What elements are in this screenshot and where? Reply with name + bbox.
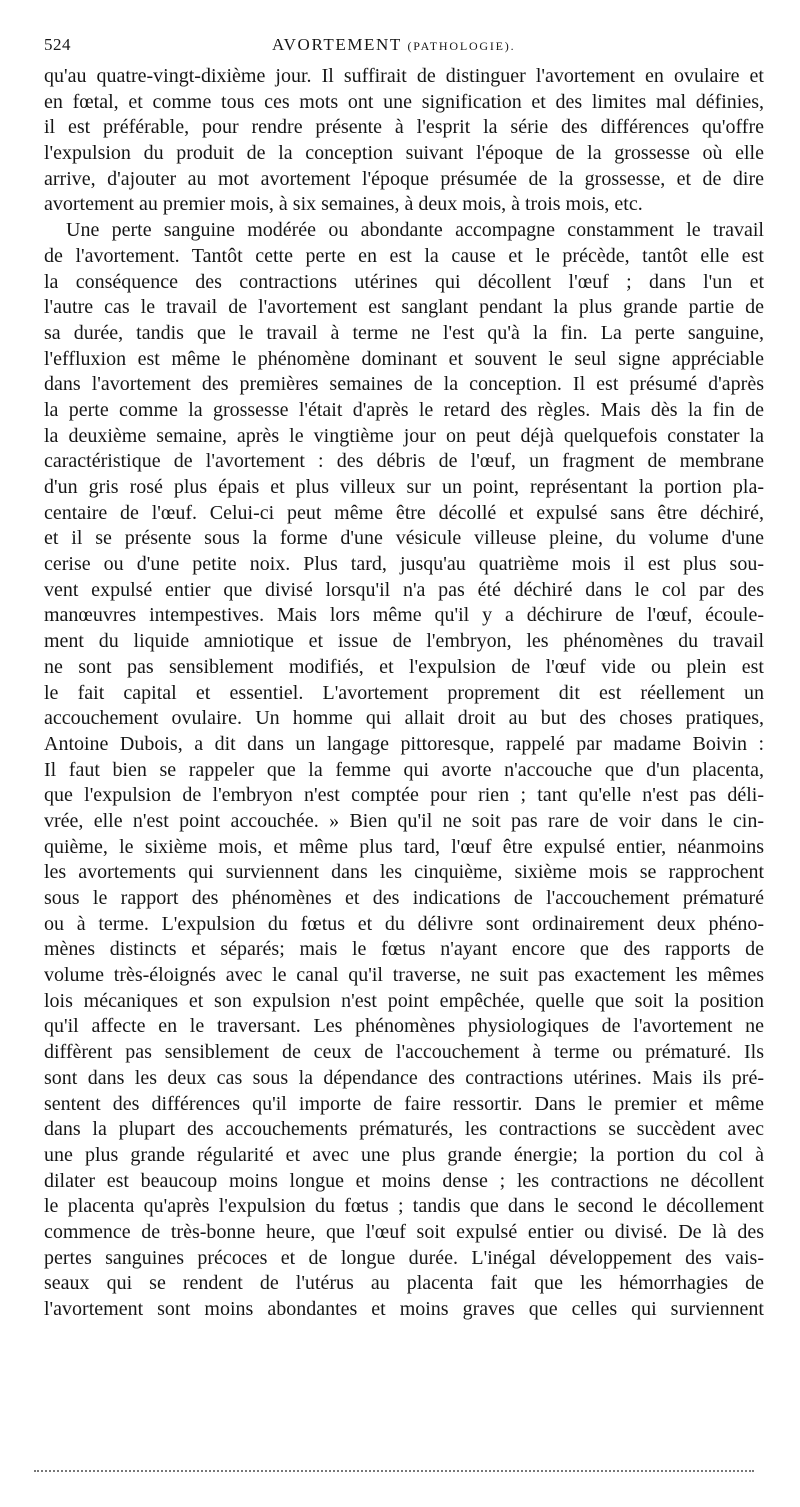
text-line: avortement au premier mois, à six semaines, à deux mois, à trois mois, etc.: [44, 193, 643, 216]
text-line: commence de très-bonne heure, que l'œuf soit expulsé entier ou divisé. De là des: [44, 1220, 764, 1243]
text-line: diffèrent pas sensiblement de ceux de l'accouchement à terme ou prématuré. Ils: [44, 1041, 764, 1064]
text-line: Une perte sanguine modérée ou abondante accompagne constamment le travail: [66, 219, 764, 242]
text-line: d'un gris rosé plus épais et plus villeux sur un point, représentant la portion pla-: [44, 476, 764, 498]
text-line: dans la plupart des accouchements prématurés, les contractions se succèdent avec: [44, 1118, 764, 1141]
text-line: l'avortement sont moins abondantes et moins graves que celles qui surviennent: [44, 1298, 764, 1320]
text-line: en fœtal, et comme tous ces mots ont une signification et des limites mal définies,: [44, 90, 764, 113]
text-line: vrée, elle n'est point accouchée. » Bien qu'il ne soit pas rare de voir dans le cin-: [44, 809, 764, 832]
text-line: que l'expulsion de l'embryon n'est comptée pour rien ; tant qu'elle n'est pas déli-: [44, 784, 764, 807]
text-line: quième, le sixième mois, et même plus tard, l'œuf être expulsé entier, néanmoins: [44, 835, 764, 858]
text-line: les avortements qui surviennent dans les cinquième, sixième mois se rapprochent: [44, 861, 764, 884]
page-number: 524: [44, 35, 71, 54]
text-line: dans l'avortement des premières semaines de la conception. Il est présumé d'après: [44, 373, 764, 396]
text-line: l'autre cas le travail de l'avortement est sanglant pendant la plus grande partie de: [44, 296, 764, 319]
text-line: il est préférable, pour rendre présente à l'esprit la série des différences qu'offre: [44, 116, 764, 139]
text-line: ment du liquide amniotique et issue de l'embryon, les phénomènes du travail: [44, 630, 764, 653]
text-line: lois mécaniques et son expulsion n'est point empêchée, quelle que soit la position: [44, 989, 764, 1012]
text-line: centaire de l'œuf. Celui-ci peut même être décollé et expulsé sans être déchiré,: [44, 501, 764, 524]
text-line: sont dans les deux cas sous la dépendance des contractions utérines. Mais ils pré-: [44, 1066, 764, 1089]
text-line: le placenta qu'après l'expulsion du fœtus ; tandis que dans le second le décollement: [44, 1195, 764, 1218]
text-line: accouchement ovulaire. Un homme qui allait droit au but des choses pratiques,: [44, 707, 764, 730]
text-line: une plus grande régularité et avec une plus grande énergie; la portion du col à: [44, 1143, 764, 1166]
text-line: la perte comme la grossesse l'était d'après le retard des règles. Mais dès la fin de: [44, 398, 764, 421]
text-line: qu'au quatre-vingt-dixième jour. Il suffirait de distinguer l'avortement en ovulaire et: [44, 65, 764, 87]
running-title: [272, 30, 515, 61]
text-line: ne sont pas sensiblement modifiés, et l'expulsion de l'œuf vide ou plein est: [44, 655, 764, 678]
text-line: sous le rapport des phénomènes et des indications de l'accouchement prématuré: [44, 887, 764, 909]
text-line: Antoine Dubois, a dit dans un langage pittoresque, rappelé par madame Boivin :: [44, 732, 764, 755]
text-line: sentent des différences qu'il importe de faire ressortir. Dans le premier et même: [44, 1092, 764, 1115]
text-line: mènes distincts et séparés; mais le fœtus n'ayant encore que des rapports de: [44, 938, 764, 961]
text-line: volume très-éloignés avec le canal qu'il traverse, ne suit pas exactement les mêmes: [44, 964, 764, 987]
text-line: manœuvres intempestives. Mais lors même qu'il y a déchirure de l'œuf, écoule-: [44, 604, 764, 627]
text-line: la conséquence des contractions utérines qui décollent l'œuf ; dans l'un et: [44, 270, 764, 293]
text-line: qu'il affecte en le traversant. Les phénomènes physiologiques de l'avortement ne: [44, 1015, 764, 1038]
text-line: la deuxième semaine, après le vingtième jour on peut déjà quelquefois constater la: [44, 424, 764, 447]
text-line: seaux qui se rendent de l'utérus au placenta fait que les hémorrhagies de: [44, 1272, 764, 1295]
text-line: et il se présente sous la forme d'une vésicule villeuse pleine, du volume d'une: [44, 527, 764, 550]
text-line: Il faut bien se rappeler que la femme qui avorte n'accouche que d'un placenta,: [44, 758, 764, 781]
text-line: caractéristique de l'avortement : des débris de l'œuf, un fragment de membrane: [44, 450, 764, 473]
text-line: vent expulsé entier que divisé lorsqu'il n'a pas été déchiré dans le col par des: [44, 578, 764, 601]
text-line: le fait capital et essentiel. L'avortement proprement dit est réellement un: [44, 681, 764, 704]
text-line: l'effluxion est même le phénomène dominant et souvent le seul signe appréciable: [44, 347, 764, 370]
running-title-main: AVORTEMENT: [272, 35, 402, 54]
text-line: sa durée, tandis que le travail à terme ne l'est qu'à la fin. La perte sanguine,: [44, 321, 764, 344]
text-line: l'expulsion du produit de la conception suivant l'époque de la grossesse où elle: [44, 142, 764, 165]
text-line: arrive, d'ajouter au mot avortement l'époque présumée de la grossesse, et de dire: [44, 167, 764, 190]
text-line: de l'avortement. Tantôt cette perte en est la cause et le précède, tantôt elle est: [44, 244, 764, 267]
footer-rule: [34, 1470, 754, 1472]
text-line: ou à terme. L'expulsion du fœtus et du délivre sont ordinairement deux phéno-: [44, 912, 764, 935]
text-line: dilater est beaucoup moins longue et moins dense ; les contractions ne décollent: [44, 1169, 764, 1192]
running-title-sub: (PATHOLOGIE).: [407, 39, 516, 53]
text-line: pertes sanguines précoces et de longue durée. L'inégal développement des vais-: [44, 1246, 764, 1269]
running-head: [44, 30, 764, 60]
text-line: cerise ou d'une petite noix. Plus tard, jusqu'au quatrième mois il est plus sou-: [44, 553, 764, 576]
body-text: [44, 64, 764, 1323]
